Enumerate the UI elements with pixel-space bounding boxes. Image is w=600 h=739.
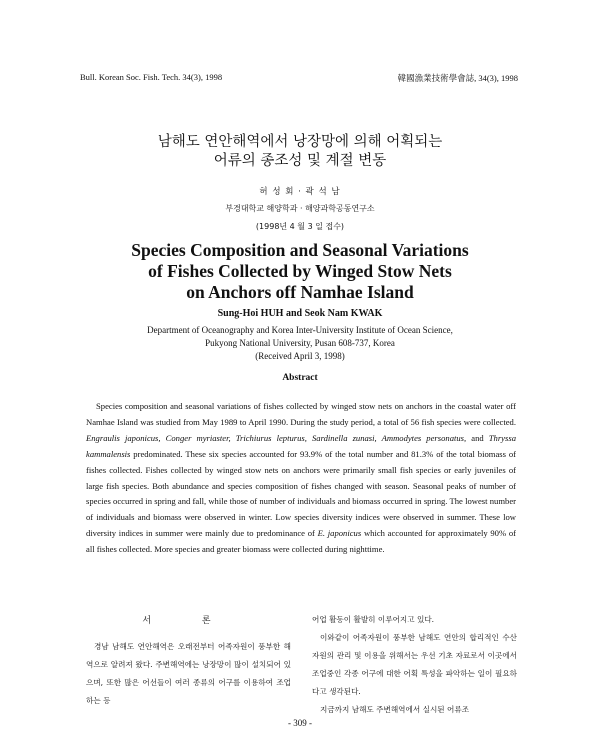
english-authors: Sung-Hoi HUH and Seok Nam KWAK bbox=[217, 308, 383, 319]
intro-right-paragraph-3: 지금까지 남해도 주변해역에서 실시된 어류조 bbox=[320, 705, 470, 714]
abstract-species-engraulis: E. japonicus bbox=[317, 528, 362, 539]
intro-right-column bbox=[312, 611, 517, 719]
intro-left-paragraph: 경남 남해도 연안해역은 오래전부터 어족자원이 풍부한 해역으로 알려져 왔다. 주변해역에는 낭장망이 많이 설치되어 있으며, 또한 많은 어선들이 여러 종류의 어구를 이용하여 조업하는 등 bbox=[86, 642, 291, 705]
abstract-species-thryssa: Thryssa kammalensis bbox=[86, 432, 516, 459]
korean-title bbox=[0, 133, 600, 171]
affiliation-line2: Pukyong National University, Pusan 608-737, Korea bbox=[205, 338, 395, 348]
abstract-text-1: Species composition and seasonal variations of fishes collected by winged stow nets on anchors in the coastal water off Namhae Island was studied from May 1989 to April 1990. During the study period, a total of 56 fish species were collected. bbox=[86, 401, 516, 427]
received-date: (Received April 3, 1998) bbox=[255, 351, 345, 361]
korean-title-line1: 남해도 연안해역에서 낭장망에 의해 어획되는 bbox=[157, 134, 443, 150]
abstract-body bbox=[86, 399, 516, 558]
english-title-line3: on Anchors off Namhae Island bbox=[186, 282, 414, 302]
intro-right-paragraph-1: 어업 활동이 활발히 이루어지고 있다. bbox=[312, 615, 435, 624]
intro-heading: 서 론 bbox=[142, 616, 235, 626]
intro-right-paragraph-2: 이와같이 어족자원이 풍부한 남해도 연안의 합리적인 수산자원의 관리 및 이용을 위해서는 우선 기초 자료로서 이곳에서 조업중인 각종 어구에 대한 어획 특성을 파악하는 일이 필요하다고 생각된다. bbox=[312, 633, 517, 696]
affiliation bbox=[0, 324, 600, 350]
english-title-line2: of Fishes Collected by Winged Stow Nets bbox=[148, 261, 452, 281]
journal-header-right: 韓國漁業技術學會誌, 34(3), 1998 bbox=[397, 73, 518, 83]
english-title bbox=[0, 240, 600, 303]
abstract-species-list: Engraulis japonicus, Conger myriaster, Trichiurus lepturus, Sardinella zunasi, Ammodytes personatus, bbox=[86, 432, 467, 443]
english-title-line1: Species Composition and Seasonal Variations bbox=[131, 240, 469, 260]
page-number: - 309 - bbox=[288, 718, 312, 728]
intro-left-column bbox=[86, 612, 291, 710]
abstract-conjunction: and bbox=[466, 432, 489, 443]
abstract-text-3: which accounted for approximately 90% of all fishes collected. More species and greater biomass were collected during nighttime. bbox=[86, 528, 517, 555]
korean-affiliation: 부경대학교 해양학과 · 해양과학공동연구소 bbox=[225, 204, 375, 213]
korean-authors: 허 성 회 · 곽 석 남 bbox=[259, 187, 341, 197]
korean-received: (1998년 4 월 3 일 접수) bbox=[255, 222, 345, 231]
abstract-text-2: predominated. These six species accounted for 93.9% of the total number and 81.3% of the total biomass of fishes collected. Fishes collected by winged stow nets on anchors were primarily small fish species or early juveniles of large fish species. Both abundance and species composition of fishes changed with season. Seasonal peaks of number of species occurred in spring and fall, while those of number of individuals and biomass occurred in spring. The lowest number of individuals and biomass were observed in winter. Low species diversity indices were observed in summer. These low diversity indices in summer were mainly due to predominance of bbox=[86, 448, 516, 539]
journal-header-left: Bull. Korean Soc. Fish. Tech. 34(3), 1998 bbox=[80, 72, 223, 82]
affiliation-line1: Department of Oceanography and Korea Inter-University Institute of Ocean Science, bbox=[147, 325, 453, 335]
abstract-heading: Abstract bbox=[282, 373, 318, 383]
korean-title-line2: 어류의 종조성 및 계절 변동 bbox=[213, 153, 387, 169]
